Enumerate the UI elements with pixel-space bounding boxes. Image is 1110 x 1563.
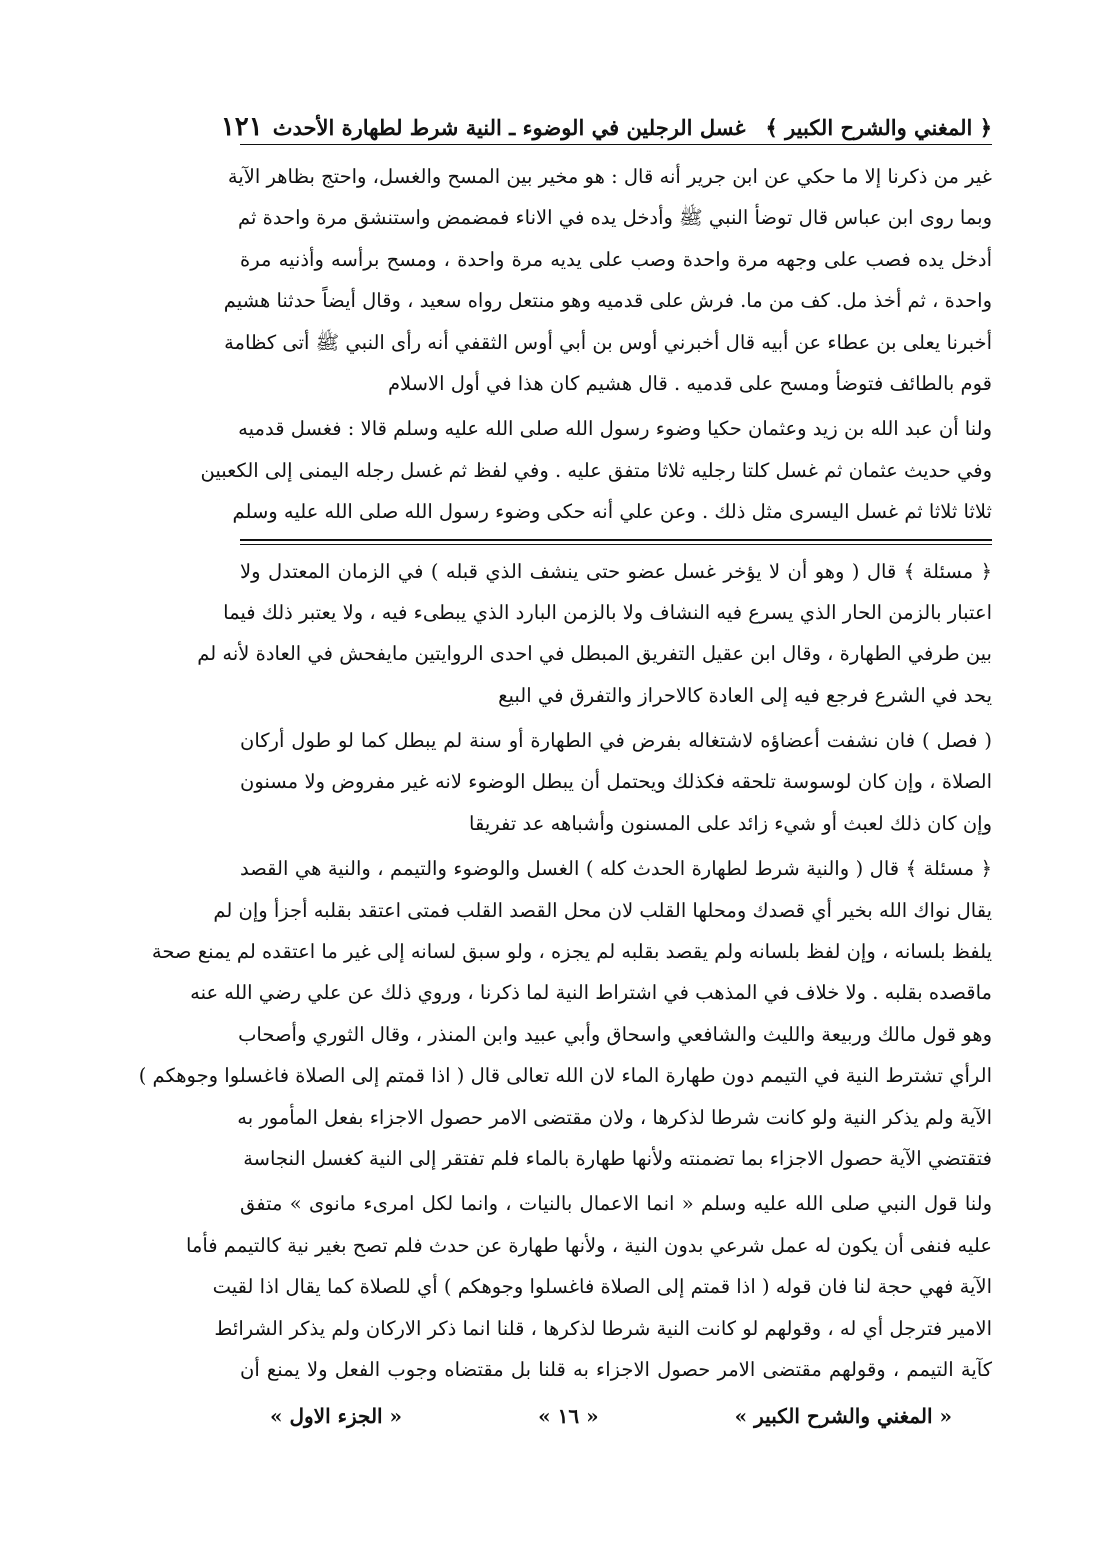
paragraph-our-evidence: [200, 408, 992, 532]
text-line: وبما روى ابن عباس قال توضأ النبي ﷺ وأدخل يده في الاناء فمضمض واستنشق مرة واحدة ثم: [238, 206, 992, 230]
paragraph-masala-muwalat: [197, 551, 992, 717]
text-line: يقال نواك الله بخير أي قصدك ومحلها القلب لان محل القصد القلب فمتى اعتقد بقلبه أجزأ وإن لم: [213, 898, 992, 922]
paragraph-hadith-niyyat: [185, 1183, 992, 1390]
text-line: ولنا أن عبد الله بن زيد وعثمان حكيا وضوء رسول الله صلى الله عليه وسلم قالا : فغسل قدميه: [238, 417, 992, 441]
text-line: فتقتضي الآية حصول الاجزاء بما تضمنته ولأنها طهارة بالماء فلم تفتقر إلى النية كغسل النجاسة: [243, 1146, 992, 1170]
text-line: واحدة ، ثم أخذ مل. كف من ما. فرش على قدميه وهو منتعل رواه سعيد ، وقال أيضاً حدثنا هشيم: [223, 289, 992, 313]
text-line: ﴿ مسئلة ﴾ قال ( وهو أن لا يؤخر غسل عضو حتى ينشف الذي قبله ) في الزمان المعتدل ولا: [240, 559, 992, 583]
page-footer: [240, 1404, 992, 1428]
header-book-title: ﴿ المغني والشرح الكبير ﴾: [765, 115, 992, 140]
text-line: عليه فنفى أن يكون له عمل شرعي بدون النية ، ولأنها طهارة عن حدث فلم تصح بغير نية كالتيمم فأما: [185, 1233, 992, 1257]
text-line: الصلاة ، وإن كان لوسوسة تلحقه فكذلك ويحتمل أن يبطل الوضوء لانه غير مفروض ولا مسنون: [240, 770, 992, 794]
text-line: الآية ولم يذكر النية ولو كانت شرطا لذكرها ، ولان مقتضى الامر حصول الاجزاء بفعل المأمور به: [237, 1105, 992, 1129]
footer-book-title: « المغني والشرح الكبير »: [734, 1404, 952, 1429]
text-line: ثلاثا ثلاثا ثم غسل اليسرى مثل ذلك . وعن علي أنه حكى وضوء رسول الله صلى الله عليه وسلم: [232, 500, 992, 524]
text-line: الامير فترجل أي له ، وقولهم لو كانت النية شرطا لذكرها ، قلنا انما ذكر الاركان ولم يذكر الشرائط: [214, 1316, 992, 1340]
text-line: يلفظ بلسانه ، وإن لفظ بلسانه ولم يقصد بقلبه لم يجزه ، ولو سبق لسانه إلى غير ما اعتقده لم يمنع صحة: [151, 940, 992, 964]
text-line: يحد في الشرع فرجع فيه إلى العادة كالاحراز والتفرق في البيع: [498, 683, 992, 707]
text-line: أدخل يده فصب على وجهه مرة واحدة وصب على يديه مرة واحدة ، ومسح برأسه وأذنيه مرة: [240, 247, 992, 271]
text-line: غير من ذكرنا إلا ما حكي عن ابن جرير أنه قال : هو مخير بين المسح والغسل، واحتج بظاهر الآية: [227, 165, 992, 188]
text-line: الآية فهي حجة لنا فان قوله ( اذا قمتم إلى الصلاة فاغسلوا وجوهكم ) أي للصلاة كما يقال اذا لقيت: [212, 1275, 992, 1299]
document-page: [138, 112, 992, 1429]
running-header: [220, 112, 992, 146]
header-page-number: ١٢١: [220, 112, 263, 142]
text-line: أخبرنا يعلى بن عطاء عن أبيه قال أخبرني أوس بن أبي أوس الثقفي أنه رأى النبي ﷺ أتى كظامة: [224, 330, 992, 354]
footer-signature: « ١٦ »: [538, 1404, 599, 1429]
paragraph-mash-opinion: [223, 156, 992, 404]
double-rule: [240, 539, 992, 541]
text-line: اعتبار بالزمن الحار الذي يسرع فيه النشاف ولا بالزمن البارد الذي يبطىء فيه ، ولا يعتبر ذلك فيما: [223, 600, 992, 624]
header-section-title: غسل الرجلين في الوضوء ـ النية شرط لطهارة الأحدث: [272, 115, 746, 140]
text-line: وإن كان ذلك لعبث أو شيء زائد على المسنون وأشباهه عد تفريقا: [469, 811, 992, 835]
text-line: وهو قول مالك وربيعة والليث والشافعي واسحاق وأبي عبيد وابن المنذر ، وقال الثوري وأصحاب: [238, 1022, 992, 1046]
text-line: ماقصده بقلبه . ولا خلاف في المذهب في اشتراط النية لما ذكرنا ، وروي ذلك عن علي رضي الله عنه: [190, 981, 992, 1005]
text-line: ولنا قول النبي صلى الله عليه وسلم « انما الاعمال بالنيات ، وانما لكل امرىء مانوى » متفق: [240, 1192, 992, 1216]
text-line: كآية التيمم ، وقولهم مقتضى الامر حصول الاجزاء به قلنا بل مقتضاه وجوب الفعل ولا يمنع أن: [240, 1357, 992, 1381]
text-line: قوم بالطائف فتوضأ ومسح على قدميه . قال هشيم كان هذا في أول الاسلام: [387, 371, 992, 395]
header-rule: [240, 144, 992, 145]
text-line: ﴿ مسئلة ﴾ قال ( والنية شرط لطهارة الحدث كله ) الغسل والوضوء والتيمم ، والنية هي القصد: [240, 857, 992, 881]
footer-volume: « الجزء الاول »: [270, 1404, 403, 1429]
text-line: ( فصل ) فان نشفت أعضاؤه لاشتغاله بفرض في الطهارة أو سنة لم يبطل كما لو طول أركان: [240, 729, 992, 753]
section-divider: [240, 533, 992, 547]
text-line: الرأي تشترط النية في التيمم دون طهارة الماء لان الله تعالى قال ( اذا قمتم إلى الصلاة فاغسلوا وجوهكم ): [138, 1064, 992, 1088]
paragraph-fasl: [240, 720, 992, 844]
text-line: بين طرفي الطهارة ، وقال ابن عقيل التفريق المبطل في احدى الروايتين مايفحش في العادة لأنه لم: [197, 642, 992, 666]
paragraph-masala-niyya: [138, 848, 992, 1179]
text-line: وفي حديث عثمان ثم غسل كلتا رجليه ثلاثا متفق عليه . وفي لفظ ثم غسل رجله اليمنى إلى الكعبين: [200, 458, 992, 482]
